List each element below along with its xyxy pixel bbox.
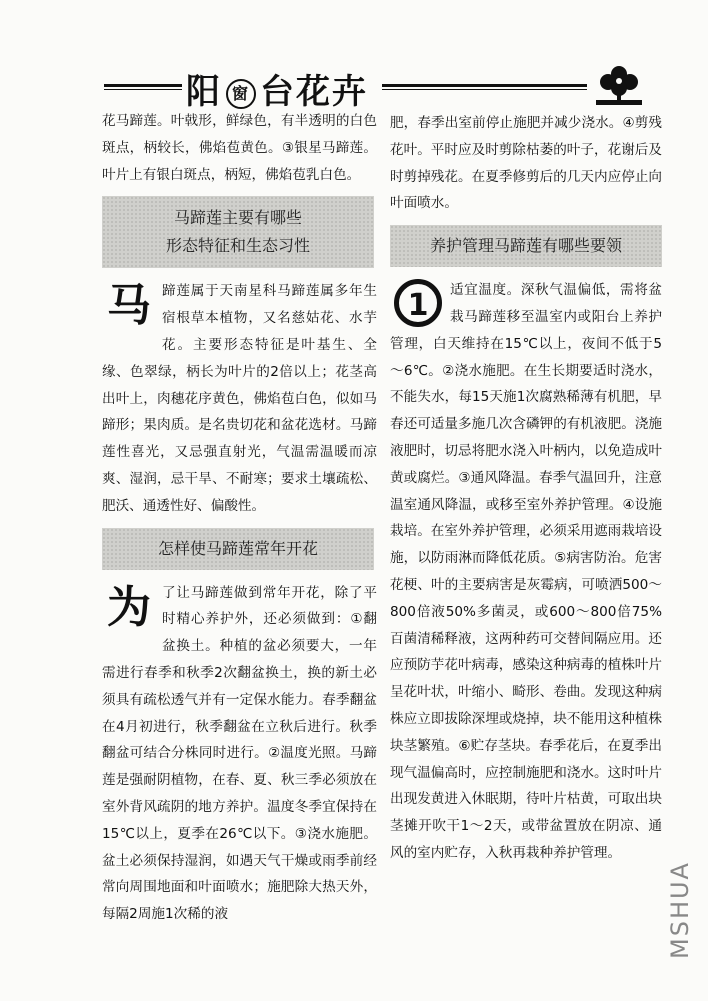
left-column bbox=[102, 108, 377, 928]
header-rule-right bbox=[382, 84, 587, 90]
right-column bbox=[390, 110, 662, 867]
title-char-yang: 阳 bbox=[186, 72, 222, 112]
section-heading-yearround: 怎样使马蹄莲常年开花 bbox=[102, 528, 374, 570]
title-circled-chuang: 窗 bbox=[226, 79, 256, 109]
dropcap-circled-one: 1 bbox=[394, 279, 442, 327]
section-heading-care: 养护管理马蹄莲有哪些要领 bbox=[390, 225, 662, 267]
yearround-paragraph bbox=[102, 580, 377, 928]
flower-logo-icon bbox=[590, 62, 648, 108]
left-intro-paragraph: 花马蹄莲。叶戟形，鲜绿色，有半透明的白色斑点，柄较长，佛焰苞黄色。③银星马蹄莲。叶片上有银白斑点，柄短，佛焰苞乳白色。 bbox=[102, 113, 377, 183]
morphology-text: 蹄莲属于天南星科马蹄莲属多年生宿根草本植物，又名慈姑花、水芋花。主要形态特征是叶基生、全缘、色翠绿，柄长为叶片的2倍以上；花茎高出叶上，肉穗花序黄色，佛焰苞白色，似如马蹄形；果肉质。是名贵切花和盆花选材。马蹄莲性喜光，又忌强直射光，气温需温暖而凉爽、湿润，忌干旱、不耐寒；要求土壤疏松、肥沃、通透性好、偏酸性。 bbox=[102, 283, 377, 514]
column-title bbox=[186, 64, 368, 113]
morphology-paragraph bbox=[102, 278, 377, 519]
care-text: 适宜温度。深秋气温偏低，需将盆栽马蹄莲移至温室内或阳台上养护管理，白天维持在15℃以上，夜间不低于5～6℃。②浇水施肥。在生长期要适时浇水，不能失水，每15天施1次腐熟稀薄有机肥，早春还可适量多施几次含磷钾的有机液肥。浇施液肥时，切忌将肥水浇入叶柄内，以免造成叶黄或腐烂。③通风降温。春季气温回升，注意温室通风降温，或移至室外养护管理。④设施栽培。在室外养护管理，必须采用遮雨栽培设施，以防雨淋而降低花质。⑤病害防治。危害花梗、叶的主要病害是灰霉病，可喷洒500～800倍液50%多菌灵，或600～800倍75%百菌清稀释液，这两种药可交替间隔应用。还应预防芋花叶病毒，感染这种病毒的植株叶片呈花叶状，叶缩小、畸形、卷曲。发现这种病株应立即拔除深埋或烧掉，块不能用这种植株块茎繁殖。⑥贮存茎块。春季花后，在夏季出现气温偏高时，应控制施肥和浇水。这时叶片出现发黄进入休眠期，待叶片枯黄，可取出块茎摊开吹干1～2天，或带盆置放在阴凉、通风的室内贮存，入秋再栽种养护管理。 bbox=[390, 282, 662, 861]
section-heading-line-1: 马蹄莲主要有哪些 bbox=[173, 208, 302, 228]
title-taihuahui: 台花卉 bbox=[260, 72, 368, 112]
watermark: MSHUA bbox=[666, 861, 694, 959]
yearround-text: 了让马蹄莲做到常年开花，除了平时精心养护外，还必须做到：①翻盆换土。种植的盆必须要大，一年需进行春季和秋季2次翻盆换土，换的新土必须具有疏松透气并有一定保水能力。春季翻盆在4月初进行，秋季翻盆在立秋后进行。秋季翻盆可结合分株同时进行。②温度光照。马蹄莲是强耐阴植物，在春、夏、秋三季必须放在室外背风疏阴的地方养护。温度冬季宜保持在15℃以上，夏季在26℃以下。③浇水施肥。盆土必须保持湿润，如遇天气干燥或雨季前经常向周围地面和叶面喷水；施肥除大热天外，每隔2周施1次稀的液 bbox=[102, 584, 377, 923]
dropcap-wei: 为 bbox=[107, 581, 151, 633]
care-paragraph bbox=[390, 277, 662, 867]
column-header bbox=[100, 62, 660, 112]
dropcap-ma: 马 bbox=[107, 280, 151, 332]
header-rule-left bbox=[104, 84, 182, 90]
section-heading-line-2: 形态特征和生态习性 bbox=[165, 236, 310, 256]
right-intro-paragraph: 肥，春季出室前停止施肥并减少浇水。④剪残花叶。平时应及时剪除枯萎的叶子，花谢后及时剪掉残花。在夏季修剪后的几天内应停止向叶面喷水。 bbox=[390, 115, 662, 212]
section-heading-morphology bbox=[102, 196, 374, 268]
